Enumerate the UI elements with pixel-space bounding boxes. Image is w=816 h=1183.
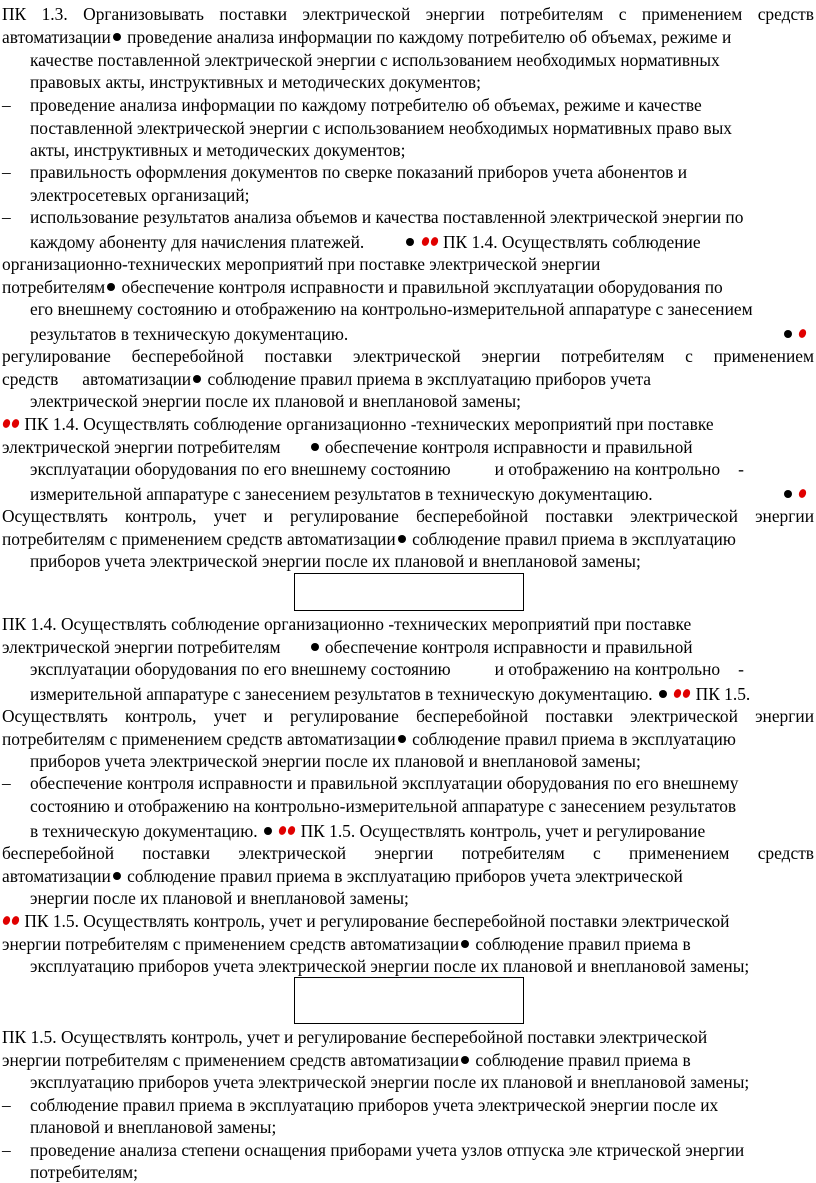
text-fragment: обеспечение контроля исправности и правильной: [324, 637, 693, 657]
red-dot-icon: [2, 915, 12, 926]
text-fragment: электрической энергии потребителям: [2, 437, 281, 457]
text-line: [2, 27, 731, 47]
text-fragment: каждому абоненту для начисления платежей.: [30, 232, 365, 252]
text-line: эксплуатацию приборов учета электрической энергии после их плановой и внеплановой замены;: [30, 1072, 750, 1092]
text-line: приборов учета электрической энергии после их плановой и внеплановой замены;: [30, 751, 641, 771]
red-dot-icon: [11, 418, 21, 429]
empty-frame: [294, 977, 524, 1024]
red-dot-icon: [673, 688, 683, 699]
text-line: качестве поставленной электрической энергии с использованием необходимых нормативных: [30, 50, 720, 70]
text-fragment: соблюдение правил приема в: [475, 934, 691, 954]
bullet-icon: [784, 490, 792, 498]
text-line: [2, 277, 723, 297]
bullet-icon: [311, 643, 319, 651]
text-fragment: -: [738, 459, 744, 479]
text-line: эксплуатацию приборов учета электрической энергии после их плановой и внеплановой замены;: [30, 956, 750, 976]
bullet-icon: [659, 690, 667, 698]
red-dot-icon: [278, 825, 288, 836]
text-fragment: потребителям с применением средств автоматизации: [2, 529, 396, 549]
text-fragment: эксплуатации оборудования по его внешнему состоянию: [30, 659, 451, 679]
text-fragment: ПК 1.5. Осуществлять контроль, учет и регулирование бесперебойной поставки электрической: [24, 911, 730, 931]
text-line: регулирование бесперебойной поставки электрической энергии потребителям с применением: [2, 346, 814, 366]
text-line: [2, 369, 651, 389]
text-line: поставленной электрической энергии с использованием необходимых нормативных право вых: [30, 118, 732, 138]
dash-marker: –: [2, 1095, 11, 1115]
text-line: электросетевых организаций;: [30, 185, 250, 205]
red-dot-icon: [682, 688, 692, 699]
bullet-icon: [398, 735, 406, 743]
bullet-icon: [398, 535, 406, 543]
text-fragment: автоматизации: [2, 27, 111, 47]
text-line: результатов в техническую документацию.: [30, 324, 349, 344]
list-item: соблюдение правил приема в эксплуатацию приборов учета электрической энергии после их: [30, 1095, 719, 1115]
text-line: [2, 1050, 691, 1070]
text-line: ПК 1.3. Организовывать поставки электрической энергии потребителям с применением средств: [2, 4, 814, 24]
text-line: измерительной аппаратуре с занесением результатов в техническую документацию.: [30, 484, 653, 504]
text-fragment: энергии потребителям с применением средств автоматизации: [2, 1050, 460, 1070]
text-fragment: ПК 1.5.: [695, 684, 751, 704]
text-line: потребителям;: [30, 1162, 138, 1182]
text-line: [2, 934, 691, 954]
text-fragment: соблюдение правил приема в: [475, 1050, 691, 1070]
text-line: ПК 1.5. Осуществлять контроль, учет и регулирование бесперебойной поставки электрической: [2, 1027, 708, 1047]
list-item: правильность оформления документов по сверке показаний приборов учета абонентов и: [30, 162, 688, 182]
bullet-icon: [784, 330, 792, 338]
marker-group: [782, 484, 807, 504]
text-fragment: измерительной аппаратуре с занесением результатов в техническую документацию.: [30, 684, 653, 704]
text-fragment: ПК 1.5. Осуществлять контроль, учет и регулирование: [300, 821, 706, 841]
dash-marker: –: [2, 1140, 11, 1160]
text-fragment: измерительной аппаратуре с занесением: [452, 299, 753, 319]
text-line: организационно-технических мероприятий при поставке электрической энергии: [2, 254, 601, 274]
text-line: электрической энергии после их плановой и внеплановой замены;: [30, 391, 521, 411]
text-line: [30, 232, 701, 252]
text-fragment: электрической энергии потребителям: [2, 637, 281, 657]
bullet-icon: [107, 283, 115, 291]
bullet-icon: [113, 33, 121, 41]
text-fragment: эксплуатации оборудования по его внешнему состоянию: [30, 459, 451, 479]
text-fragment: ПК 1.4. Осуществлять соблюдение организационно -технических мероприятий при поставке: [24, 414, 714, 434]
red-dot-icon: [287, 825, 297, 836]
text-line: его внешнему состоянию и отображению на контрольно-измерительной аппаратуре с занесением: [30, 299, 753, 319]
red-dot-icon: [798, 328, 808, 339]
red-dot-icon: [798, 488, 808, 499]
text-line: [30, 684, 750, 704]
text-line: [30, 659, 744, 679]
text-line: Осуществлять контроль, учет и регулирование бесперебойной поставки электрической энергии: [2, 506, 814, 526]
text-line: Осуществлять контроль, учет и регулирование бесперебойной поставки электрической энергии: [2, 706, 814, 726]
red-dot-icon: [420, 236, 430, 247]
red-dot-icon: [429, 236, 439, 247]
text-fragment: обеспечение контроля исправности и правильной эксплуатации оборудования по: [121, 277, 723, 297]
text-fragment: и отображению на контрольно: [494, 659, 721, 679]
text-fragment: и отображению на контрольно: [494, 459, 721, 479]
list-item: проведение анализа степени оснащения приборами учета узлов отпуска эле ктрической энергии: [30, 1140, 745, 1160]
red-dot-icon: [11, 915, 21, 926]
bullet-icon: [406, 238, 414, 246]
list-item: использование результатов анализа объемов и качества поставленной электрической энергии по: [30, 207, 744, 227]
list-item: обеспечение контроля исправности и правильной эксплуатации оборудования по его внешнему: [30, 773, 739, 793]
text-fragment: энергии потребителям с применением средств автоматизации: [2, 934, 460, 954]
text-fragment: и отображению на контрольно: [221, 299, 447, 319]
bullet-icon: [113, 872, 121, 880]
text-fragment: соблюдение правил приема в эксплуатацию приборов учета электрической: [127, 866, 683, 886]
marker-group: [782, 324, 807, 344]
list-item: проведение анализа информации по каждому потребителю об объемах, режиме и качестве: [30, 95, 702, 115]
bullet-icon: [264, 827, 272, 835]
red-dot-icon: [2, 418, 12, 429]
text-line: [2, 911, 730, 931]
text-line: бесперебойной поставки электрической энергии потребителям с применением средств: [2, 843, 814, 863]
text-fragment: соблюдение правил приема в эксплуатацию: [412, 529, 736, 549]
bullet-icon: [311, 443, 319, 451]
dash-marker: –: [2, 162, 11, 182]
bullet-icon: [461, 1056, 469, 1064]
text-fragment: потребителям: [2, 277, 106, 297]
dash-marker: –: [2, 207, 11, 227]
text-line: [2, 437, 693, 457]
text-line: [30, 821, 705, 841]
text-line: акты, инструктивных и методических документов;: [30, 140, 406, 160]
text-line: [2, 529, 736, 549]
dash-marker: –: [2, 773, 11, 793]
text-fragment: в техническую документацию.: [30, 821, 258, 841]
text-fragment: соблюдение правил приема в эксплуатацию: [412, 729, 736, 749]
text-line: ПК 1.4. Осуществлять соблюдение организационно -технических мероприятий при поставке: [2, 614, 692, 634]
text-fragment: проведение анализа информации по каждому потребителю об объемах, режиме и: [127, 27, 732, 47]
text-fragment: автоматизации: [2, 866, 111, 886]
text-line: [2, 729, 736, 749]
text-line: [30, 459, 744, 479]
text-fragment: его внешнему состоянию: [30, 299, 218, 319]
text-fragment: соблюдение правил приема в эксплуатацию приборов учета: [207, 369, 652, 389]
text-fragment: автоматизации: [82, 369, 192, 389]
bullet-icon: [193, 375, 201, 383]
text-fragment: -: [738, 659, 744, 679]
text-line: [2, 637, 693, 657]
text-line: состоянию и отображению на контрольно-измерительной аппаратуре с занесением результатов: [30, 796, 737, 816]
empty-frame: [294, 573, 524, 611]
text-line: энергии после их плановой и внеплановой замены;: [30, 888, 409, 908]
text-line: правовых акты, инструктивных и методических документов;: [30, 72, 481, 92]
text-fragment: потребителям с применением средств автоматизации: [2, 729, 396, 749]
text-fragment: обеспечение контроля исправности и правильной: [324, 437, 693, 457]
text-fragment: ПК 1.4. Осуществлять соблюдение: [442, 232, 701, 252]
text-line: [2, 866, 683, 886]
text-line: [2, 414, 714, 434]
text-line: плановой и внеплановой замены;: [30, 1117, 277, 1137]
bullet-icon: [461, 940, 469, 948]
dash-marker: –: [2, 95, 11, 115]
text-fragment: средств: [2, 369, 59, 389]
text-line: приборов учета электрической энергии после их плановой и внеплановой замены;: [30, 551, 641, 571]
